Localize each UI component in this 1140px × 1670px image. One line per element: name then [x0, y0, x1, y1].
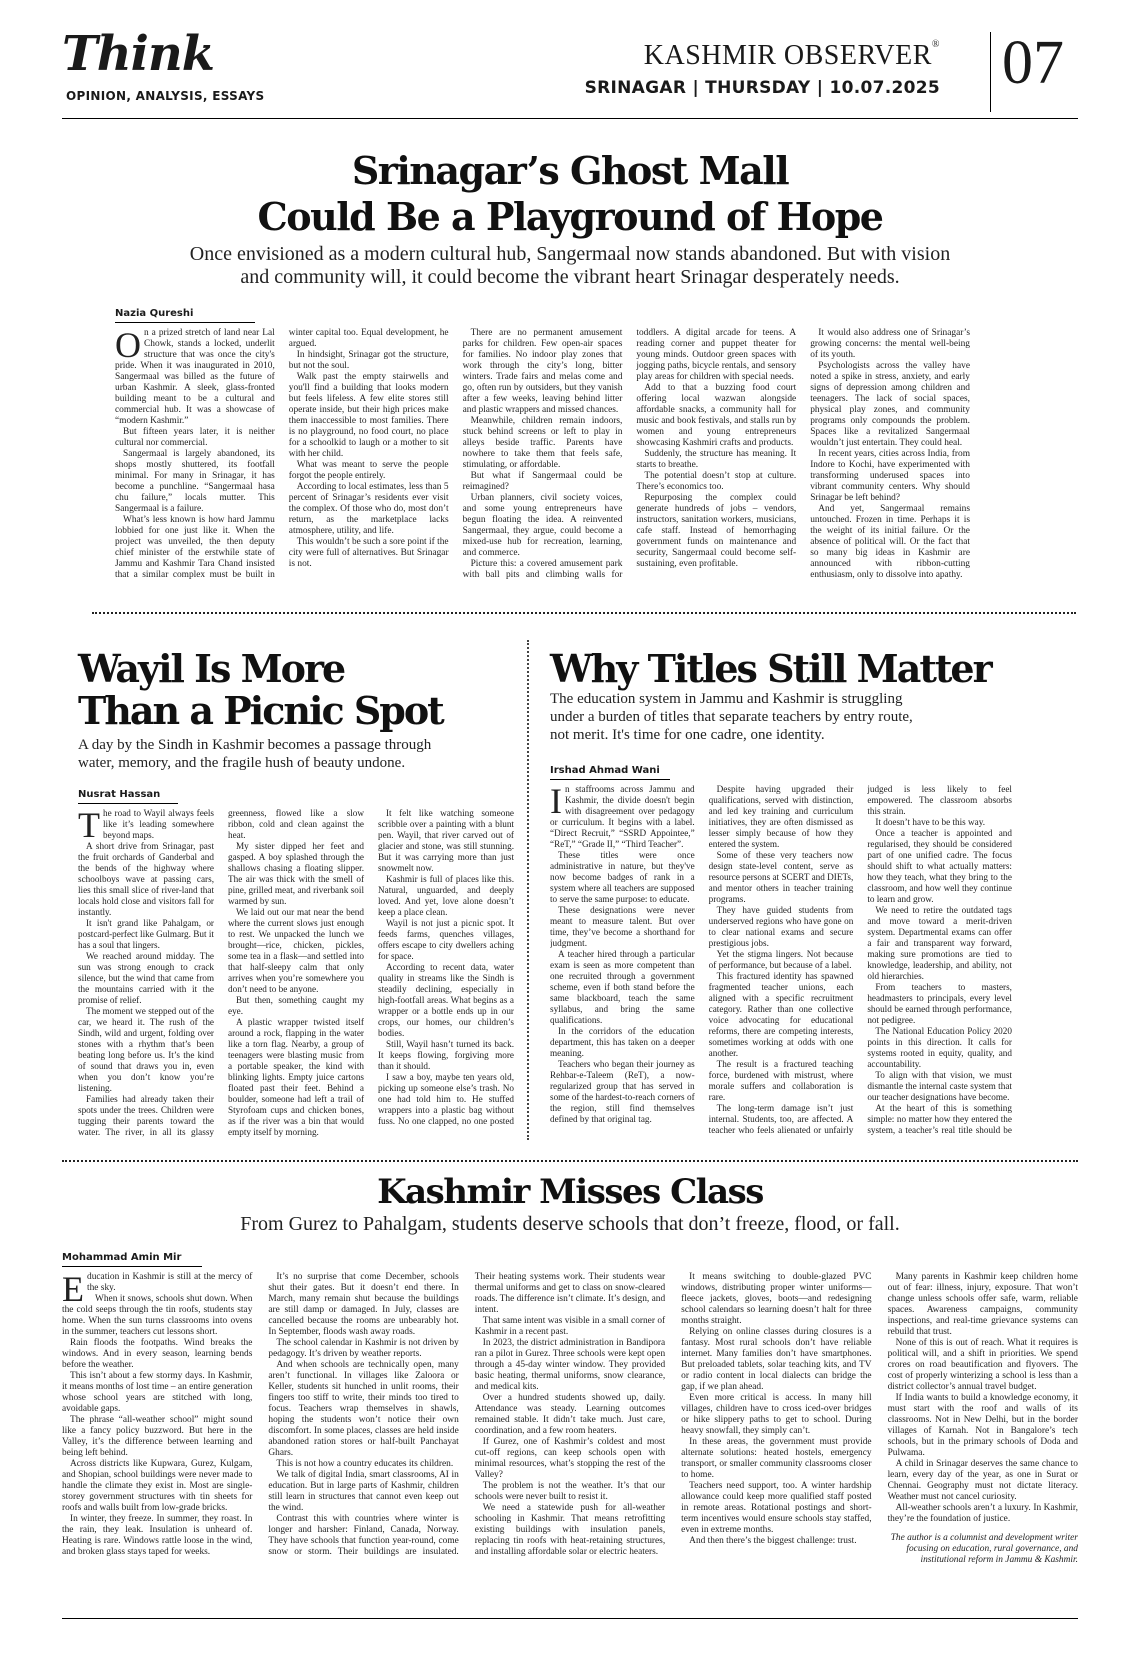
article1-deck-line2: and community will, it could become the vibrant heart Srinagar desperately needs.: [240, 266, 900, 288]
article2-deck: [78, 736, 518, 772]
body-paragraph: But then, something caught my eye.: [228, 995, 364, 1016]
body-paragraph: A teacher hired through a particular exam is seen as more competent than one recruited through a government scheme, even if both stand before the same blackboard, teach the same syllabus, and bring the same qualifications.: [550, 949, 695, 1025]
body-paragraph: What was meant to serve the people forgot the people entirely.: [288, 460, 449, 481]
body-paragraph: Families had already taken their spots under the trees. Children were tugging their parents toward the water. The river, in all its glassy greenness, flowed like a slow ribbon, cold and clean against the heat.: [78, 808, 364, 1137]
section-divider: [92, 612, 1076, 614]
body-paragraph: This isn’t about a few stormy days. In Kashmir, it means months of lost time – an entire generation whose school years are stitched with long, avoidable gaps.: [62, 1371, 253, 1414]
body-paragraph: The potential doesn’t stop at culture. There’s economics too.: [636, 471, 797, 492]
byline-rule: [78, 803, 178, 804]
article1-byline: Nazia Qureshi: [115, 308, 194, 319]
body-paragraph: A short drive from Srinagar, past the fruit orchards of Ganderbal and the bends of the highway where schoolboys wave at passing cars, lies this small slice of river-land that locals hold close and visitors fall for instantly.: [78, 841, 214, 917]
body-paragraph: Teachers who began their journey as Rehbar-e-Taleem (ReT), a now-regularized group that has served in some of the hardest-to-reach corners of the region, still find themselves defined by that original tag.: [550, 1059, 695, 1124]
body-paragraph: Meanwhile, children remain indoors, stuck behind screens or left to play in alleys beside traffic. Parents have nowhere to take them that feels safe, stimulating, or affordable.: [462, 416, 623, 470]
byline-rule: [550, 779, 670, 780]
body-paragraph: In winter, they freeze. In summer, they roast. In the rain, they leak. Insulation is unheard of. Heating is rare. Windows rattle loose in the wind, and broken glass stays taped for weeks.: [62, 1514, 253, 1557]
body-paragraph: And when schools are technically open, many aren’t functional. In villages like Zaloora or Keller, students sit hunched in unlit rooms, their fingers too stiff to write, their minds too tired to focus. Teachers wrap themselves in shawls, hoping the students won’t notice their own discomfort. In some places, classes are held inside abandoned ration stores or half-built Panchayat Ghars.: [268, 1360, 459, 1458]
body-paragraph: The problem is not the weather. It’s that our schools were never built to resist it.: [474, 1481, 666, 1502]
article2-body: [78, 808, 514, 1148]
section-subtitle: OPINION, ANALYSIS, ESSAYS: [66, 89, 265, 103]
article3-deck-line2: under a burden of titles that separate teachers by entry route,: [550, 709, 913, 725]
body-paragraph: They have guided students from underserved regions who have gone on to clear national exams and secure prestigious jobs.: [708, 905, 854, 948]
body-paragraph: This is not how a country educates its children.: [276, 1459, 454, 1469]
body-paragraph: But what if Sangermaal could be reimagined?: [462, 471, 623, 492]
body-paragraph: From teachers to masters, headmasters to principals, every level should be earned through performance, not pedigree.: [867, 982, 1012, 1025]
article4-byline: Mohammad Amin Mir: [62, 1252, 182, 1263]
drop-cap: O: [115, 328, 141, 365]
body-paragraph: Over a hundred students showed up, daily. Attendance was steady. Learning outcomes remained stable. It didn’t take much. Just care, coordination, and a few room heaters.: [474, 1393, 666, 1436]
body-paragraph: Despite having upgraded their qualifications, served with distinction, and led key training and curriculum initiatives, they are often dismissed as lesser simply because of how they entered the system.: [708, 784, 854, 849]
body-paragraph: [550, 784, 695, 850]
body-paragraph: We laid out our mat near the bend where the current slows just enough to rest. We unpacked the lunch we brought—rice, chicken, pickles, some tea in a flask—and settled into that half-sleepy calm that only arrives when you’re somewhere you don’t need to be anyone.: [228, 907, 364, 994]
body-paragraph: Many parents in Kashmir keep children home out of fear: illness, injury, exposure. That won’t change unless schools offer safe, warm, reliable spaces. Awareness campaigns, community inspections, and real-time grievance systems can rebuild that trust.: [887, 1272, 1078, 1337]
article2-deck-line1: A day by the Sindh in Kashmir becomes a passage through: [78, 737, 432, 753]
drop-cap: I: [550, 784, 562, 821]
paragraph-text: n a prized stretch of land near Lal Chowk, stands a locked, underlit structure that was once the city's pride. When it was inaugurated in 2010, Sangermaal was billed as the future of urban Kashmir. A sleek, glass-fronted building meant to be a cultural and commercial hub. It was a showcase of “modern Kashmir.”: [115, 328, 275, 426]
body-paragraph: It means switching to double-glazed PVC windows, distributing proper winter uniforms—fleece jackets, gloves, boots—and redesigning school calendars so learning doesn’t halt for three months straight.: [681, 1272, 872, 1326]
footer-rule: [62, 1618, 1078, 1619]
body-paragraph: Psychologists across the valley have noted a spike in stress, anxiety, and early signs of depression among children and teenagers. The lack of social spaces, physical play zones, and community programs only compounds the problem. Spaces like a revitalized Sangermaal wouldn’t just entertain. They could heal.: [810, 361, 970, 448]
body-paragraph: Sangermaal is largely abandoned, its shops mostly shuttered, its footfall minimal. For many in Srinagar, it has become a punchline. “Sangermaal hasa chu failure,” locals mutter. This Sangermaal is a failure.: [115, 449, 275, 514]
article3-deck: [550, 690, 1060, 744]
body-paragraph: The school calendar in Kashmir is not driven by pedagogy. It’s driven by weather reports.: [268, 1338, 459, 1359]
article2-headline-line2: Than a Picnic Spot: [78, 688, 443, 733]
article1-headline-line2: Could Be a Playground of Hope: [257, 194, 883, 239]
body-paragraph: We need to retire the outdated tags and move toward a merit-driven system. Departmental exams can offer a fair and transparent way forward, making sure promotions are tied to knowledge, leadership, and ability, not old hierarchies.: [867, 905, 1012, 981]
body-paragraph: It doesn’t have to be this way.: [875, 817, 986, 827]
body-paragraph: The result is a fractured teaching force, burdened with mistrust, where morale suffers and collaboration is rare.: [708, 1059, 854, 1102]
body-paragraph: Teachers need support, too. A winter hardship allowance could keep more qualified staff posted in remote areas. Rotational postings and short-term incentives would ensure schools stay staffed, even in extreme months.: [681, 1481, 872, 1535]
body-paragraph: According to recent data, water quality in streams like the Sindh is steadily declining, especially in high-footfall areas. What begins as a wrapper or a bottle ends up in our crops, our homes, our children’s bodies.: [378, 962, 514, 1038]
section-divider: [62, 1160, 1078, 1162]
body-paragraph: My sister dipped her feet and gasped. A boy splashed through the shallows chasing a floating slipper. The air was thick with the smell of pine, grilled meat, and riverbank soil warmed by sun.: [228, 841, 364, 906]
paragraph-text: n staffrooms across Jammu and Kashmir, the divide doesn't begin with disagreement over pedagogy or curriculum. It begins with a label. “Direct Recruit,” “SSRD Appointee,” “ReT,” “Grade II,” “Third Teacher”.: [550, 784, 695, 849]
article1-deck: [62, 243, 1078, 289]
body-paragraph: At the heart of this is something simple: no matter how they entered the system, a teacher’s real title should be: [867, 1103, 1012, 1135]
body-paragraph: This wouldn’t be such a sore point if the city were full of alternatives. But Srinagar is not.: [288, 537, 449, 569]
body-paragraph: There are no permanent amusement parks for children. Few open-air spaces for families. No indoor play zones that work through the city’s long, bitter winters. Trade fairs and melas come and go, often run by outsiders, but they vanish after a few weeks, leaving behind litter and plastic wrappers and missed chances.: [462, 328, 623, 415]
article3-deck-line3: not merit. It's time for one cadre, one identity.: [550, 727, 825, 743]
paragraph-text: he road to Wayil always feels like it’s leading somewhere beyond maps.: [103, 808, 214, 840]
body-paragraph: [62, 1272, 253, 1309]
byline-rule: [115, 322, 255, 323]
article2-byline: Nusrat Hassan: [78, 789, 161, 800]
article1-body: [115, 328, 970, 588]
body-paragraph: In hindsight, Srinagar got the structure, but not the soul.: [288, 350, 449, 371]
body-paragraph: Contrast this with countries where winter is longer and harsher: Finland, Canada, Norway. They have schools that function year-round, come snow or storm. Their buildings are insulated. Their heating systems work. Their students wear thermal uniforms and get to class on snow-cleared roads. The difference isn’t climate. It’s design, and intent.: [268, 1272, 666, 1557]
body-paragraph: That same intent was visible in a small corner of Kashmir in a recent past.: [474, 1316, 666, 1337]
page-number: 07: [1002, 29, 1064, 97]
section-title: Think: [62, 26, 215, 82]
body-paragraph: And then there’s the biggest challenge: trust.: [689, 1536, 857, 1546]
body-paragraph: In the corridors of the education department, this has taken on a deeper meaning.: [550, 1026, 695, 1058]
article2-headline: [78, 648, 498, 732]
body-paragraph: It isn't grand like Pahalgam, or postcard-perfect like Gulmarg. But it has a soul that lingers.: [78, 918, 214, 950]
dateline: SRINAGAR | THURSDAY | 10.07.2025: [584, 78, 940, 98]
body-paragraph: Some of these very teachers now design state-level content, serve as resource persons at SCERT and DIETs, and mentor others in teacher training programs.: [708, 850, 854, 904]
body-paragraph: But fifteen years later, it is neither cultural nor commercial.: [115, 427, 275, 448]
body-paragraph: None of this is out of reach. What it requires is political will, and a shift in priorities. We spend crores on road beautification and flyovers. The cost of properly winterizing a school is less than a district collector’s annual travel budget.: [887, 1338, 1078, 1392]
body-paragraph: This fractured identity has spawned fragmented teacher unions, each aligned with a specific recruitment category. Rather than one collective voice advocating for educational reforms, there are competing interests, sometimes working at odds with one another.: [708, 971, 854, 1058]
body-paragraph: These titles were once administrative in nature, but they've now become badges of rank in a system where all teachers are supposed to serve the same purpose: to educate.: [550, 850, 695, 904]
body-paragraph: We reached around midday. The sun was strong enough to crack silence, but the wind that came from the mountains carried with it the promise of relief.: [78, 951, 214, 1005]
registered-mark: ®: [931, 39, 940, 50]
article3-byline: Irshad Ahmad Wani: [550, 765, 660, 776]
article1-headline-line1: Srinagar’s Ghost Mall: [351, 148, 789, 193]
body-paragraph: Picture this: a covered amusement park with ball pits and climbing walls for toddlers. A digital arcade for teens. A reading corner and puppet theater for young minds. Outdoor green spaces with jogging paths, bicycle rentals, and sensory play areas for children with special needs.: [462, 328, 797, 580]
body-paragraph: According to local estimates, less than 5 percent of Srinagar’s residents ever visit the complex. Of those who do, most don’t return, as the marketplace lacks atmosphere, utility, and life.: [288, 482, 449, 536]
body-paragraph: It’s no surprise that come December, schools shut their gates. But it doesn’t end there. In March, many remain shut because the buildings are still damp or damaged. In July, classes are cancelled because the rooms are unbearably hot. In September, floods wash away roads.: [268, 1272, 459, 1337]
body-paragraph: Still, Wayil hasn’t turned its back. It keeps flowing, forgiving more than it should.: [378, 1039, 514, 1071]
body-paragraph: Even more critical is access. In many hill villages, children have to cross iced-over bridges or hike slippery paths to get to school. During heavy snowfall, they simply can’t.: [681, 1393, 872, 1436]
body-paragraph: Kashmir is full of places like this. Natural, unguarded, and deeply loved. And yet, love alone doesn’t keep a place clean.: [378, 874, 514, 917]
body-paragraph: I saw a boy, maybe ten years old, picking up someone else’s trash. No one had told him to. He stuffed wrappers into a plastic bag without fuss. No one clapped, no one posted: [378, 1072, 514, 1126]
body-paragraph: In 2023, the district administration in Bandipora ran a pilot in Gurez. Three schools were kept open through a 45-day winter window. They provided basic heating, thermal uniforms, snow clearance, and medical kits.: [474, 1338, 666, 1392]
article1-headline: [62, 148, 1078, 240]
body-paragraph: Add to that a buzzing food court offering local wazwan alongside affordable snacks, a community hall for music and book festivals, and stalls run by women and young entrepreneurs showcasing Kashmiri crafts and products.: [636, 383, 797, 448]
body-paragraph: To align with that vision, we must dismantle the internal caste system that our teacher designations have become.: [867, 1070, 1012, 1102]
body-paragraph: Walk past the empty stairwells and you'll find a building that looks modern but feels lifeless. A few elite stores still operate inside, but their high prices make them inaccessible to most families. There is no playground, no food court, no place for a schoolkid to laugh or a mother to sit with her child.: [288, 372, 449, 459]
body-paragraph: [78, 808, 214, 845]
body-paragraph: [115, 328, 275, 427]
body-paragraph: If India wants to build a knowledge economy, it must start with the roof and walls of its classrooms. Not in New Delhi, but in the border villages of Karnah. Not in Bangalore’s tech schools, but in the primary schools of Doda and Pulwama.: [887, 1393, 1078, 1458]
body-paragraph: A plastic wrapper twisted itself around a rock, flapping in the water like a torn flag. Nearby, a group of teenagers were blasting music from a portable speaker, the kind with blinking lights. Empty juice cartons floated past their feet. Behind a boulder, someone had left a trail of Styrofoam cups and chicken bones, as if the river was a bin that would empty itself by morning.: [228, 1017, 364, 1137]
article4-body: [62, 1272, 1078, 1608]
body-paragraph: We need a statewide push for all-weather schooling in Kashmir. That means retrofitting existing buildings with insulation panels, replacing tin roofs with heat-retaining structures, and installing affordable solar or electric heaters.: [474, 1503, 666, 1557]
body-paragraph: If Gurez, one of Kashmir’s coldest and most cut-off regions, can keep schools open with minimal resources, what’s stopping the rest of the Valley?: [474, 1437, 666, 1480]
body-paragraph: Rain floods the footpaths. Wind breaks the windows. And in every season, learning bends before the weather.: [62, 1338, 253, 1370]
body-paragraph: It felt like watching someone scribble over a painting with a blunt pen. Wayil, that river carved out of glacier and stone, was still stunning. But it was carrying more than just snowmelt now.: [378, 808, 514, 873]
body-paragraph: Suddenly, the structure has meaning. It starts to breathe.: [636, 449, 797, 470]
drop-cap: T: [78, 808, 100, 845]
body-paragraph: Once a teacher is appointed and regularised, they should be considered part of one unified cadre. The focus should shift to what actually matters: how they teach, what they bring to the classroom, and how well they continue to learn and grow.: [867, 828, 1012, 904]
body-paragraph: The long-term damage isn’t just internal. Students, too, are affected. A teacher who feels alienated or unfairly judged is less likely to feel empowered. The classroom absorbs this strain.: [708, 784, 1012, 1135]
body-paragraph: The National Education Policy 2020 points in this direction. It calls for systems rooted in equity, quality, and accountability.: [867, 1026, 1012, 1069]
body-paragraph: When it snows, schools shut down. When the cold seeps through the tin roofs, students stay home. When the sun turns classrooms into ovens in the summer, teachers cut lessons short.: [62, 1294, 253, 1337]
body-paragraph: These designations were never meant to measure talent. But over time, they’ve become a shorthand for judgment.: [550, 905, 695, 948]
body-paragraph: In recent years, cities across India, from Indore to Kochi, have experimented with transforming underused spaces into vibrant community centers. Why should Srinagar be left behind?: [810, 449, 970, 503]
body-paragraph: What’s less known is how hard Jammu lobbied for one just like it. When the project was unveiled, the then deputy chief minister of the erstwhile state of Jammu and Kashmir Tara Chand insisted that a similar complex must be built in winter capital too. Equal development, he argued.: [115, 328, 449, 580]
body-paragraph: All-weather schools aren’t a luxury. In Kashmir, they’re the foundation of justice.: [887, 1503, 1078, 1524]
body-paragraph: In these areas, the government must provide alternate solutions: heated hostels, emergency transport, or smaller community classrooms closer to home.: [681, 1437, 872, 1480]
author-note: The author is a columnist and development writer focusing on education, rural governance, and institutional reform in Jammu & Kashmir.: [890, 1533, 1078, 1565]
article1-deck-line1: Once envisioned as a modern cultural hub, Sangermaal now stands abandoned. But with vision: [189, 243, 951, 265]
column-divider: [527, 640, 529, 1140]
byline-rule: [62, 1266, 202, 1267]
article3-deck-line1: The education system in Jammu and Kashmir is struggling: [550, 691, 903, 707]
body-paragraph: The phrase “all-weather school” might sound like a fancy policy buzzword. But here in the Valley, it’s the difference between learning and being left behind.: [62, 1415, 253, 1458]
article4-headline: Kashmir Misses Class: [377, 1172, 763, 1212]
body-paragraph: Urban planners, civil society voices, and some young entrepreneurs have begun floating the idea. A reinvented Sangermaal, they argue, could become a mixed-use hub for recreation, learning, and commerce.: [462, 493, 623, 558]
body-paragraph: We talk of digital India, smart classrooms, AI in education. But in large parts of Kashmir, children still learn in structures that cannot even keep out the wind.: [268, 1470, 459, 1513]
body-paragraph: Repurposing the complex could generate hundreds of jobs – vendors, instructors, sanitation workers, musicians, cafe staff. Instead of hemorrhaging government funds on maintenance and security, Sangermaal could become self-sustaining, even profitable.: [636, 493, 797, 569]
article3-body: [550, 784, 1012, 1146]
article3-headline: Why Titles Still Matter: [550, 646, 991, 691]
article4-deck: From Gurez to Pahalgam, students deserve schools that don’t freeze, flood, or fall.: [240, 1213, 900, 1235]
body-paragraph: Across districts like Kupwara, Gurez, Kulgam, and Shopian, school buildings were never made to handle the climate they exist in. Most are single-storey government structures with tin sheets for roofs and walls built from low-grade bricks.: [62, 1459, 253, 1513]
masthead-rule: [62, 118, 1078, 119]
paragraph-text: ducation in Kashmir is still at the mercy of the sky.: [87, 1272, 253, 1293]
article2-deck-line2: water, memory, and the fragile hush of beauty undone.: [78, 755, 406, 771]
body-paragraph: And yet, Sangermaal remains untouched. Frozen in time. Perhaps it is the weight of its initial failure. Or the absence of political will. Or the fact that so many big ideas in Kashmir are announced with ribbon-cutting enthusiasm, only to dissolve into apathy.: [810, 504, 970, 580]
newspaper-name: [643, 39, 940, 71]
newspaper-name-text: KASHMIR OBSERVER: [643, 40, 932, 71]
masthead-divider: [990, 32, 991, 112]
body-paragraph: A child in Srinagar deserves the same chance to learn, every day of the year, as one in Surat or Chennai. Geography must not dictate literacy. Weather must not cancel curiosity.: [887, 1459, 1078, 1502]
body-paragraph: Relying on online classes during closures is a fantasy. Most rural schools don’t have reliable internet. Many families don’t have smartphones. But preloaded tablets, solar teaching kits, and TV or radio content in local dialects can bridge the gap, if we plan ahead.: [681, 1327, 872, 1392]
body-paragraph: It would also address one of Srinagar’s growing concerns: the mental well-being of its youth.: [810, 328, 970, 360]
article2-headline-line1: Wayil Is More: [78, 646, 345, 691]
body-paragraph: Yet the stigma lingers. Not because of performance, but because of a label.: [708, 949, 854, 970]
body-paragraph: Wayil is not just a picnic spot. It feeds farms, quenches villages, offers escape to city dwellers aching for space.: [378, 918, 514, 961]
drop-cap: E: [62, 1272, 84, 1309]
body-paragraph: The moment we stepped out of the car, we heard it. The rush of the Sindh, wild and urgent, folding over stones with a rhythm that’s been beating long before us. It’s the kind of sound that draws you in, even when you don’t know you’re listening.: [78, 1006, 214, 1093]
